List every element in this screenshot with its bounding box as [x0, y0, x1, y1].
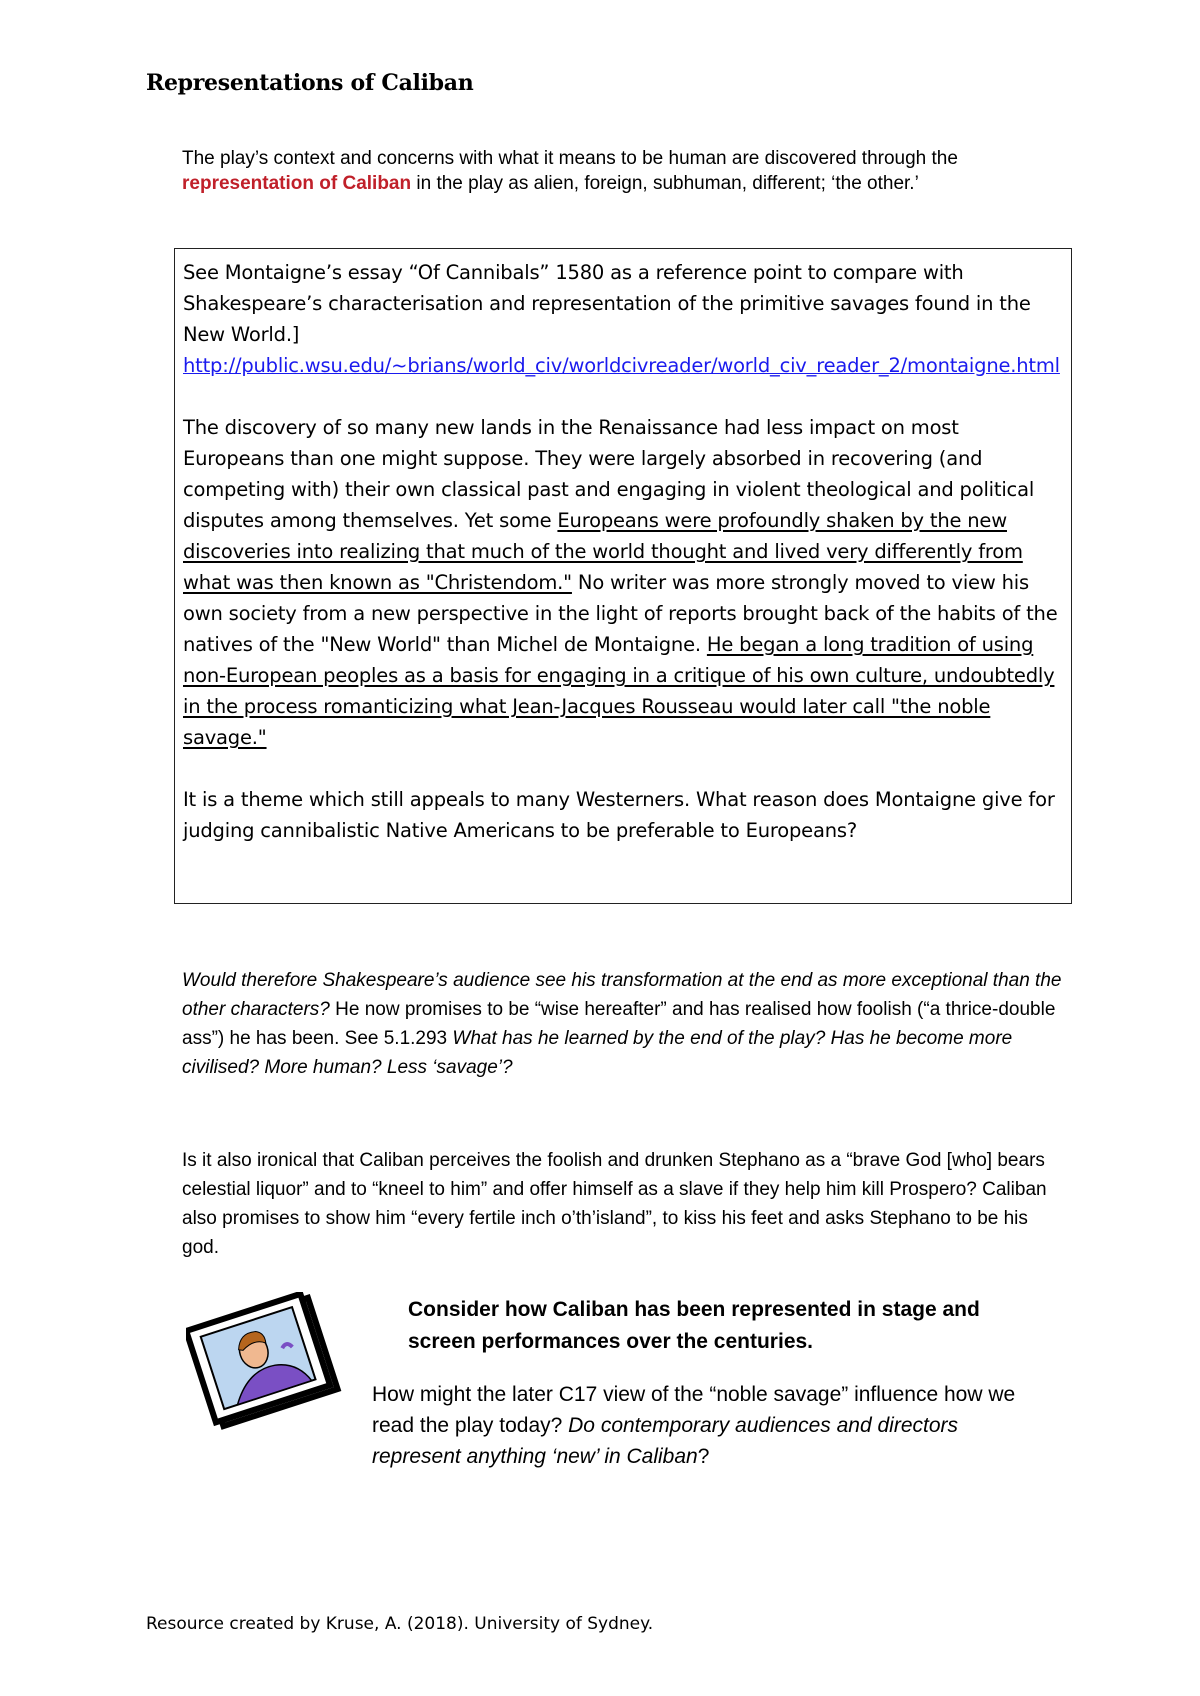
question-end: ?: [697, 1445, 710, 1468]
footer-credit: Resource created by Kruse, A. (2018). University of Sydney.: [146, 1614, 654, 1634]
irony-text: Is it also ironical that Caliban perceives the foolish and drunken Stephano as a “brave God [who] bears celestial liquor” and to “kneel to him” and offer himself as a slave if they help him kill Prospero? Caliban also promises to show him “every fertile inch o’th’island”, to kiss his feet and asks Stephano to be his god.: [182, 1150, 1047, 1258]
montaigne-link[interactable]: http://public.wsu.edu/~brians/world_civ/worldcivreader/world_civ_reader_2/montaigne.html: [183, 354, 1060, 377]
transformation-question: Would therefore Shakespeare’s audience see his transformation at the end as more exceptional than the other characters?: [182, 970, 1062, 1020]
box-text-b: No writer was more strongly moved to view his own society from a new perspective in the light of reports brought back of the habits of the natives of the "New World" than Michel de Montaigne.: [183, 571, 1058, 656]
irony-paragraph: [182, 1146, 1062, 1262]
transformation-followup: What has he learned by the end of the play? Has he become more civilised? More human? Less ‘savage’?: [182, 1028, 1013, 1078]
question-text: How might the later C17 view of the “noble savage” influence how we read the play today?: [372, 1383, 1016, 1437]
montaigne-quote-box: [174, 248, 1072, 904]
intro-text-start: The play’s context and concerns with what it means to be human are discovered through the: [182, 148, 958, 169]
box-underlined-2: He began a long tradition of using non-European peoples as a basis for engaging in a critique of his own culture, undoubtedly in the process romanticizing what Jean-Jacques Rousseau would later call "the noble savage.": [183, 633, 1055, 749]
consider-heading: Consider how Caliban has been represented in stage and screen performances over the centuries.: [408, 1298, 980, 1353]
page-title: Representations of Caliban: [146, 70, 474, 96]
box-paragraph-2: [183, 412, 1061, 753]
box-reference-text: See Montaigne’s essay “Of Cannibals” 1580 as a reference point to compare with Shakespeare’s characterisation and representation of the primitive savages found in the New World.]: [183, 261, 1031, 346]
noble-savage-question: [372, 1379, 1052, 1472]
question-italic: Do contemporary audiences and directors represent anything ‘new’ in Caliban: [372, 1414, 959, 1468]
box-text-a: The discovery of so many new lands in the Renaissance had less impact on most Europeans than one might suppose. They were largely absorbed in recovering (and competing with) their own classical past and engaging in violent theological and political disputes among themselves. Yet some: [183, 416, 1035, 532]
box-paragraph-1: [183, 257, 1061, 381]
transformation-text: He now promises to be “wise hereafter” and has realised how foolish (“a thrice-double ass”) he has been. See 5.1.293: [182, 999, 1056, 1049]
intro-highlight: representation of Caliban: [182, 173, 412, 194]
intro-paragraph: [182, 146, 1062, 196]
photo-stack-icon: [186, 1292, 358, 1432]
transformation-paragraph: [182, 966, 1062, 1082]
box-paragraph-3: It is a theme which still appeals to many Westerners. What reason does Montaigne give for judging cannibalistic Native Americans to be preferable to Europeans?: [183, 788, 1055, 842]
intro-text-end: in the play as alien, foreign, subhuman, different; ‘the other.’: [411, 173, 919, 194]
box-underlined-1: Europeans were profoundly shaken by the new discoveries into realizing that much of the world thought and lived very differently from what was then known as "Christendom.": [183, 509, 1023, 594]
